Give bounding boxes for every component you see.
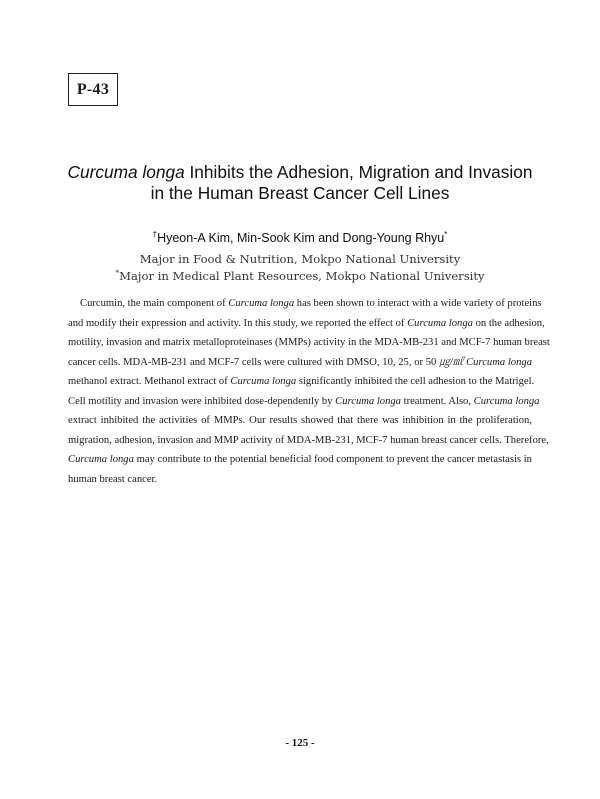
abstract-text: Cell motility and invasion were inhibited dose-dependently by [68, 395, 336, 407]
author-names: Hyeon-A Kim, Min-Sook Kim and Dong-Young Rhyu [157, 231, 445, 246]
affiliation-2 [40, 268, 560, 283]
abstract-line [68, 294, 542, 314]
abstract-text: treatment. Also, [400, 395, 474, 407]
abstract-code-badge [68, 73, 118, 106]
author-list [40, 230, 560, 245]
abstract-line [68, 353, 532, 373]
page-number: - 125 - [285, 737, 315, 749]
title-line-2: in the Human Breast Cancer Cell Lines [150, 183, 450, 203]
abstract-line [68, 333, 550, 353]
abstract-text: cancer cells. MDA-MB-231 and MCF-7 cells were cultured with DMSO, 10, 25, or 50 [68, 356, 440, 368]
abstract-italic-term: Curcuma longa [407, 317, 473, 329]
abstract-line [68, 372, 535, 392]
abstract-text: significantly inhibited the cell adhesion to the Matrigel. [296, 376, 535, 387]
affiliation-mark: * [444, 230, 448, 239]
abstract-italic-term: Curcuma longa [228, 298, 295, 309]
abstract-line [68, 450, 532, 470]
abstract-italic-term: ㎍/㎖ Curcuma longa [439, 356, 532, 368]
title-species-name: Curcuma longa [67, 162, 185, 182]
abstract-text: and modify their expression and activity. In this study, we reported the effect of [68, 317, 408, 329]
abstract-text: on the adhesion, [472, 317, 545, 329]
abstract-text: extract inhibited the activities of MMPs. Our results showed that there was inhibition in the proliferation, [68, 415, 532, 426]
abstract-text: methanol extract. Methanol extract of [68, 376, 231, 387]
affiliation-2-mark: * [115, 268, 120, 277]
abstract-text: Curcumin, the main component of [80, 298, 229, 309]
affiliation-2-text: Major in Medical Plant Resources, Mokpo National University [119, 268, 485, 283]
abstract-body [68, 294, 550, 489]
corresponding-mark: † [152, 230, 158, 239]
abstract-text: may contribute to the potential beneficial food component to prevent the cancer metastasis in [133, 454, 532, 465]
abstract-text: human breast cancer. [68, 473, 158, 485]
abstract-italic-term: Curcuma longa [335, 395, 401, 407]
abstract-line [68, 470, 532, 490]
abstract-code: P-43 [76, 80, 110, 98]
abstract-text: motility, invasion and matrix metalloproteinases (MMPs) activity in the MDA-MB-231 and MCF-7 human breast [68, 337, 550, 348]
abstract-italic-term: Curcuma longa [473, 395, 540, 407]
abstract-italic-term: Curcuma longa [68, 454, 134, 465]
title-line-1 [40, 162, 560, 183]
affiliation-1: Major in Food & Nutrition, Mokpo National University [139, 252, 461, 266]
abstract-line [68, 314, 545, 334]
abstract-text: migration, adhesion, invasion and MMP activity of MDA-MB-231, MCF-7 human breast cancer cells. Therefore, [68, 434, 549, 446]
paper-title [40, 162, 560, 204]
title-line-1-rest: Inhibits the Adhesion, Migration and Invasion [184, 162, 533, 182]
abstract-italic-term: Curcuma longa [230, 376, 297, 387]
abstract-line [68, 431, 549, 451]
abstract-line [68, 392, 540, 412]
abstract-line [68, 411, 532, 431]
abstract-text: has been shown to interact with a wide variety of proteins [294, 298, 542, 309]
